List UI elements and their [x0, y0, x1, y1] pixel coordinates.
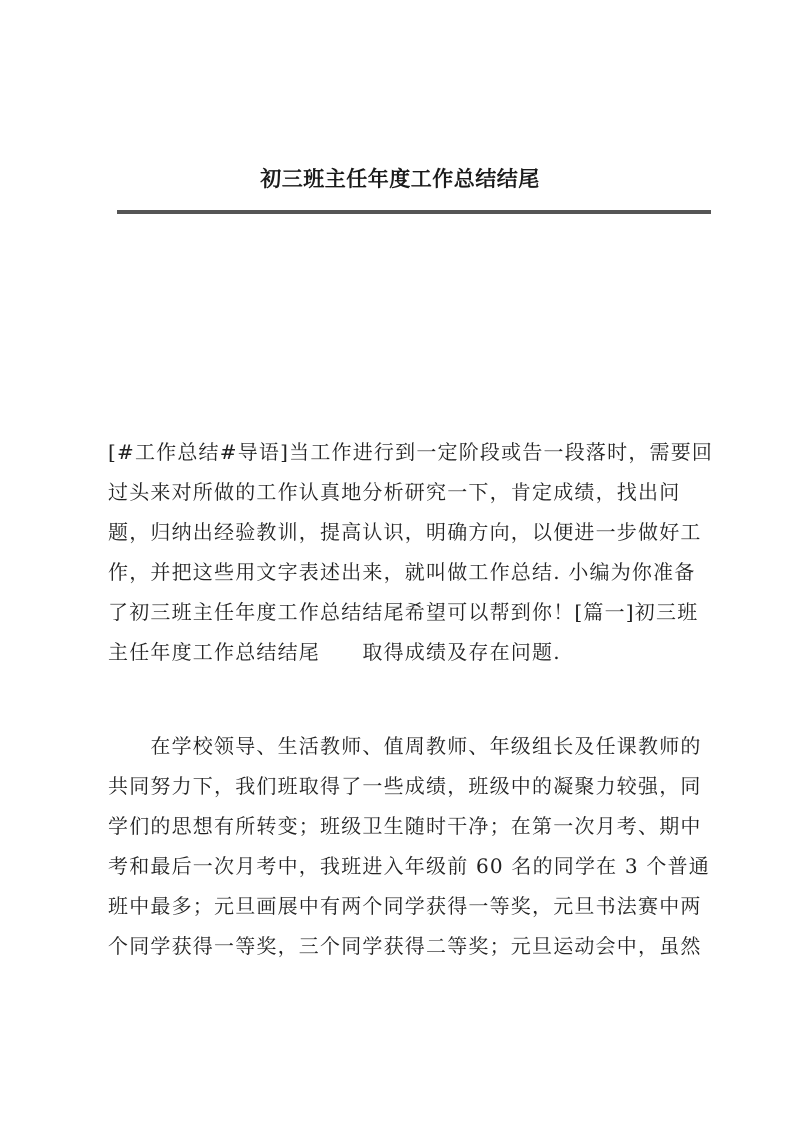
paragraph-line: 共同努力下，我们班取得了一些成绩，班级中的凝聚力较强，同	[108, 774, 702, 798]
intro-paragraph	[108, 432, 718, 672]
document-title: 初三班主任年度工作总结结尾	[260, 166, 540, 191]
paragraph-line: 考和最后一次月考中，我班进入年级前 60 名的同学在 3 个普通	[108, 854, 711, 878]
title-underline	[117, 210, 711, 214]
paragraph-line: [#工作总结#导语]当工作进行到一定阶段或告一段落时，需要回	[108, 440, 714, 464]
paragraph-line: 班中最多；元旦画展中有两个同学获得一等奖，元旦书法赛中两	[108, 894, 702, 918]
paragraph-line: 主任年度工作总结结尾 取得成绩及存在问题.	[108, 640, 561, 664]
body-paragraph	[108, 726, 718, 966]
paragraph-line: 学们的思想有所转变；班级卫生随时干净；在第一次月考、期中	[108, 814, 702, 838]
paragraph-line: 了初三班主任年度工作总结结尾希望可以帮到你！[篇一]初三班	[108, 600, 699, 624]
paragraph-line: 题，归纳出经验教训，提高认识，明确方向，以便进一步做好工	[108, 520, 702, 544]
paragraph-line: 过头来对所做的工作认真地分析研究一下，肯定成绩，找出问	[108, 480, 681, 504]
paragraph-line: 在学校领导、生活教师、值周教师、年级组长及任课教师的	[108, 734, 702, 758]
paragraph-line: 作，并把这些用文字表述出来，就叫做工作总结. 小编为你准备	[108, 560, 696, 584]
paragraph-line: 个同学获得一等奖，三个同学获得二等奖；元旦运动会中，虽然	[108, 934, 702, 958]
